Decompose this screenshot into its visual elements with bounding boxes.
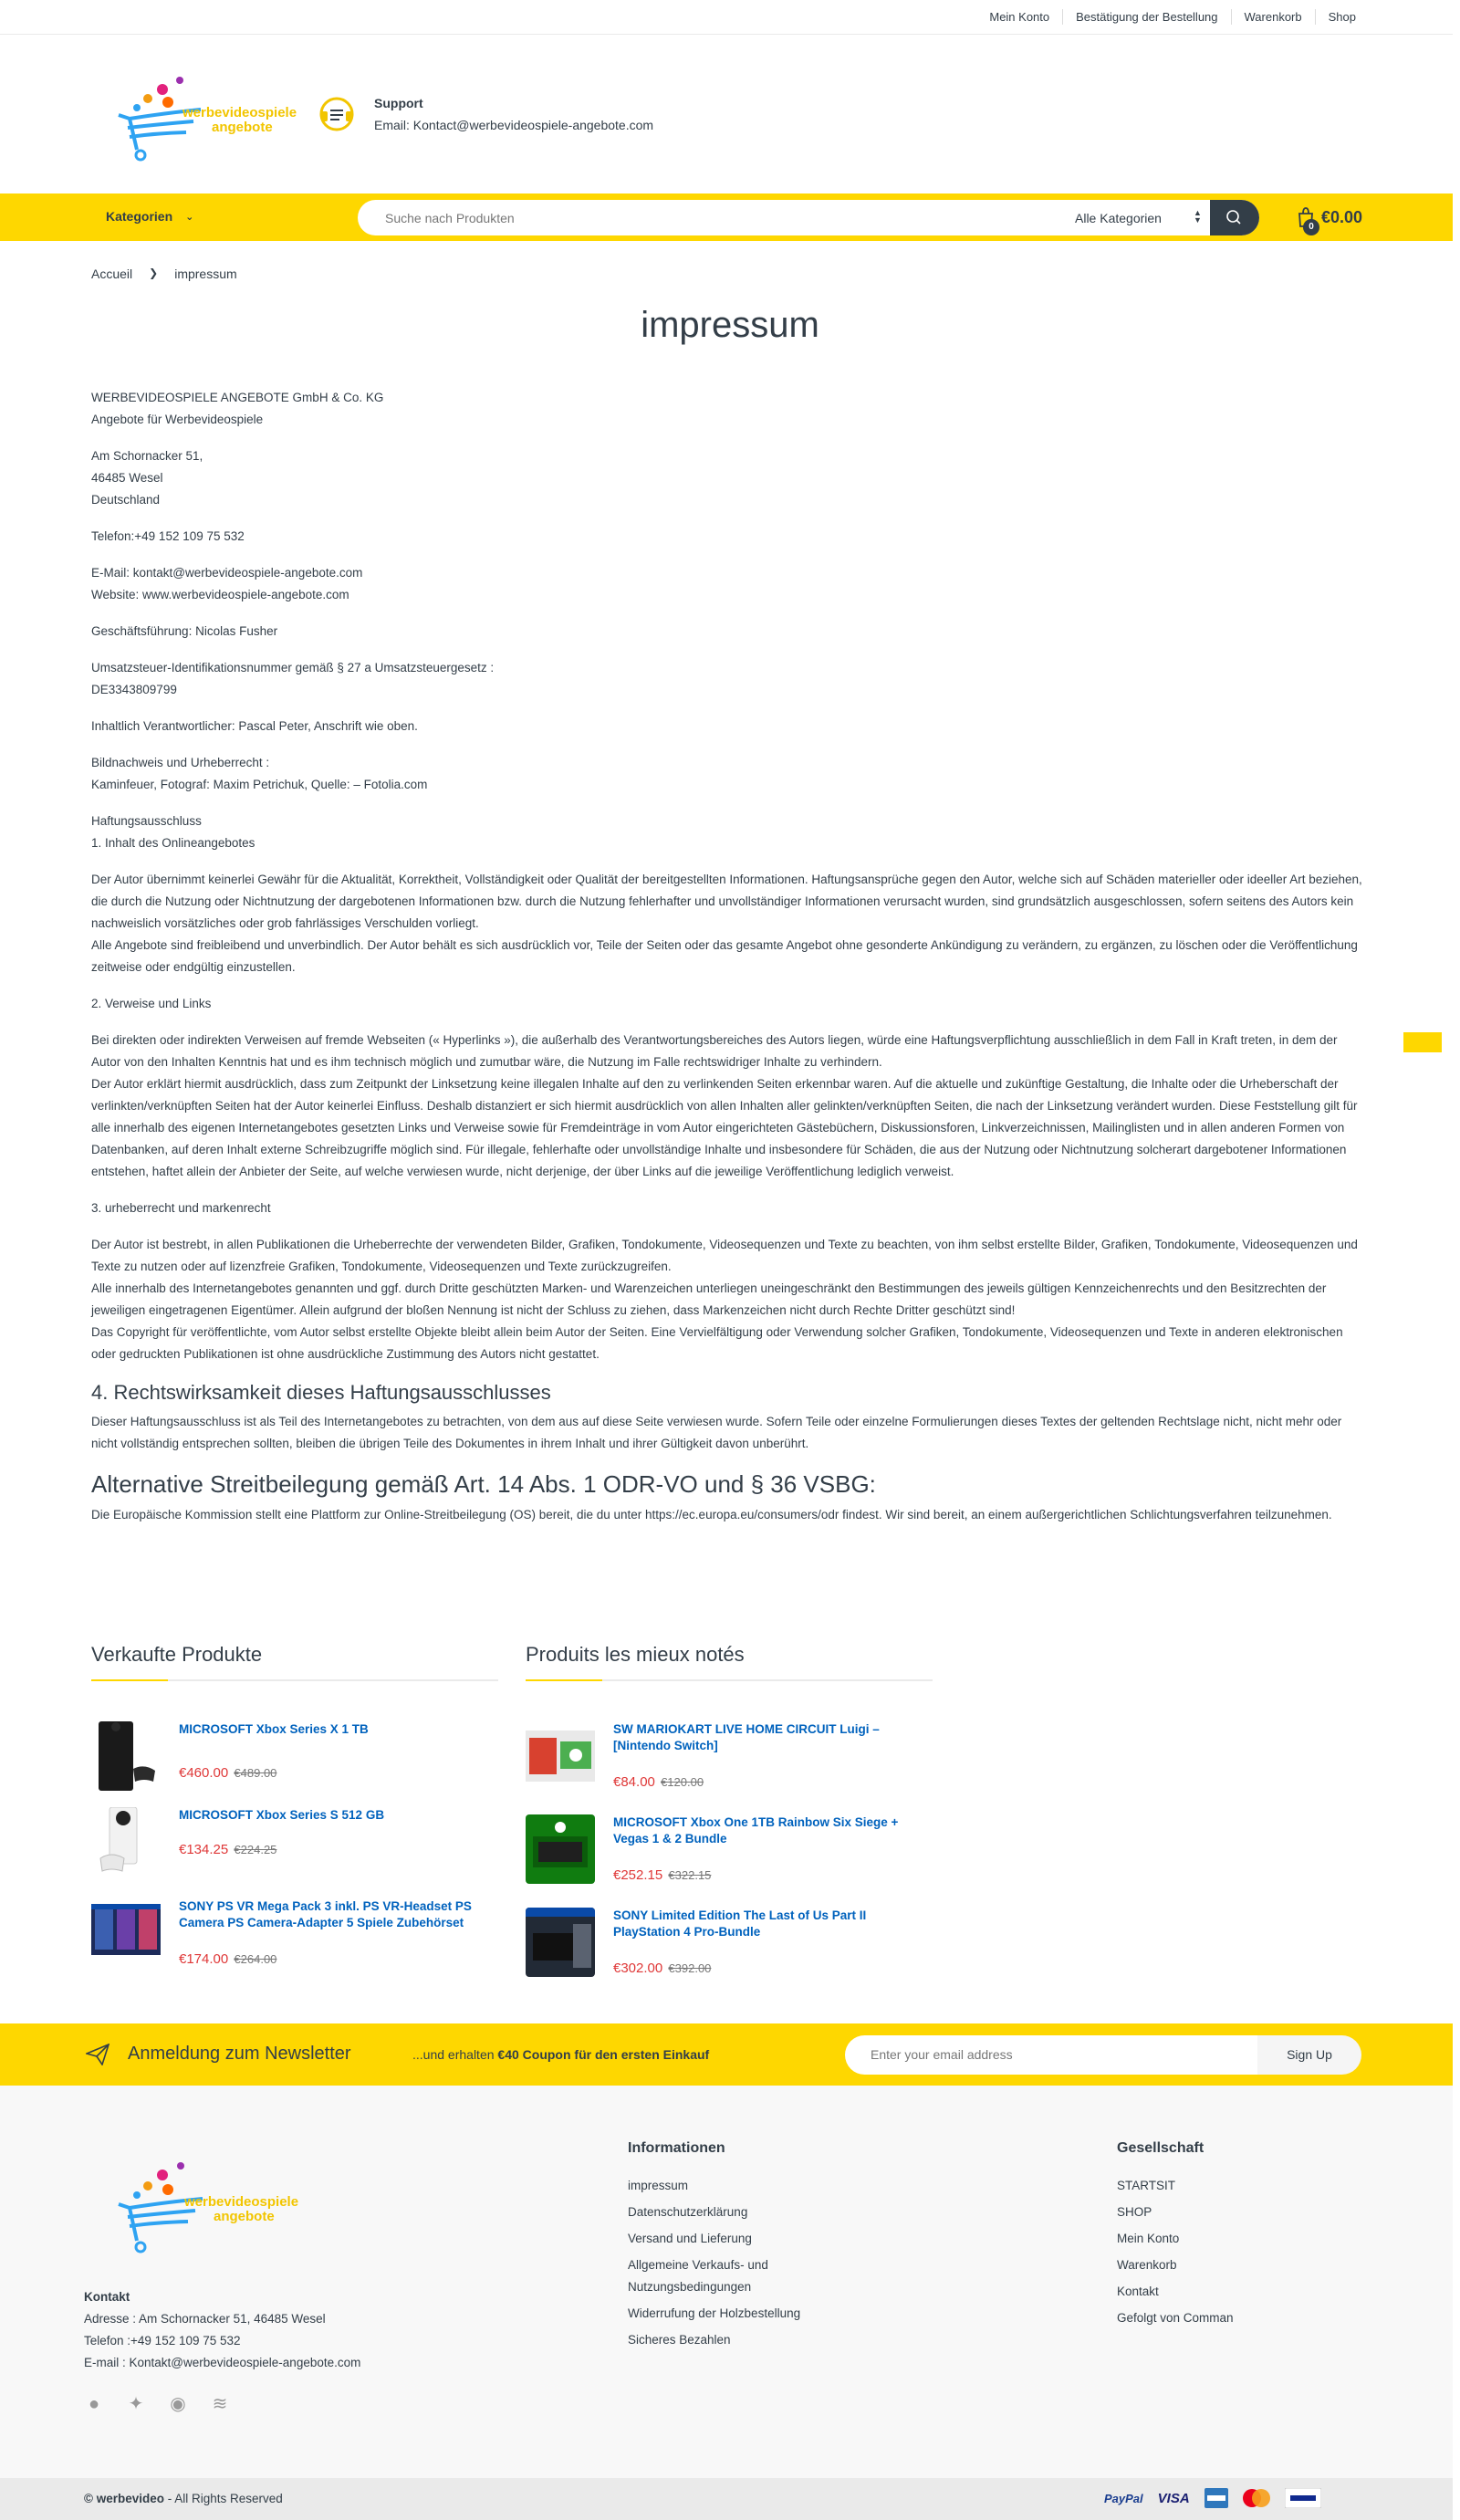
company-block xyxy=(91,387,1369,431)
section-3-para-1: Der Autor ist bestrebt, in allen Publikationen die Urheberrechte der verwendeten Bilder, Grafiken, Tondokumente, Videosequenzen und Texte zu beachten, von ihm selbst erstellte Bilder, Grafiken, Tondokumente, Videosequenzen und Texte zu nutzen oder auf lizenzfreie Grafiken, Tondokumente, Videosequenzen und Texte zurückzugreifen. xyxy=(91,1238,1358,1273)
footer-info-link[interactable]: Sicheres Bezahlen xyxy=(628,2333,731,2347)
top-links xyxy=(976,9,1369,25)
image-credits-label: Bildnachweis und Urheberrecht : xyxy=(91,756,270,769)
breadcrumb-current: impressum xyxy=(174,267,237,281)
company-name: WERBEVIDEOSPIELE ANGEBOTE GmbH & Co. KG xyxy=(91,391,384,404)
sale-price: €84.00 xyxy=(613,1774,655,1790)
footer-logo[interactable] xyxy=(108,2157,308,2257)
sepa-icon xyxy=(1285,2488,1321,2508)
chevron-down-icon: ⌄ xyxy=(185,211,194,223)
xbox-series-x-image[interactable] xyxy=(91,1721,161,1791)
xbox-series-s-image[interactable] xyxy=(91,1807,161,1877)
main-nav-bar xyxy=(0,193,1453,241)
support-block xyxy=(318,95,653,133)
address-block xyxy=(91,445,1369,511)
breadcrumb xyxy=(91,267,237,281)
footer-info-link[interactable]: Widerrufung der Holzbestellung xyxy=(628,2306,801,2320)
section-1-heading: 1. Inhalt des Onlineangebotes xyxy=(91,836,256,850)
footer-contact xyxy=(84,2286,360,2374)
section-1-para-1: Der Autor übernimmt keinerlei Gewähr für die Aktualität, Korrektheit, Vollständigkeit oder Qualität der bereitgestellten Informationen. Haftungsansprüche gegen den Autor, welche sich auf Schäden materieller oder ideeller Art beziehen, die durch die Nutzung oder Nichtnutzung der dargebotenen Informationen bzw. durch die Nutzung fehlerhafter und unvollständiger Informationen verursacht wurden, sind grundsätzlich ausgeschlossen, sofern seitens des Autors kein nachweislich vorsätzliches oder grob fahrlässiges Verschulden vorliegt. xyxy=(91,873,1362,930)
top-link-account[interactable]: Mein Konto xyxy=(989,10,1050,24)
newsletter-title: Anmeldung zum Newsletter xyxy=(128,2044,351,2064)
search-button[interactable] xyxy=(1210,200,1259,235)
footer-company-link[interactable]: Warenkorb xyxy=(1117,2258,1177,2272)
cart-button[interactable] xyxy=(1296,206,1363,232)
top-link-cart[interactable]: Warenkorb xyxy=(1231,9,1315,25)
product-price xyxy=(613,1774,704,1790)
email-text[interactable]: E-Mail: kontakt@werbevideospiele-angebote.com xyxy=(91,566,363,580)
section-3-text xyxy=(91,1234,1369,1365)
address-street: Am Schornacker 51, xyxy=(91,449,203,463)
footer-company-link[interactable]: Gefolgt von Comman xyxy=(1117,2311,1234,2325)
sold-products-title: Verkaufte Produkte xyxy=(91,1643,498,1681)
site-logo[interactable] xyxy=(110,71,306,162)
odr-heading: Alternative Streitbeilegung gemäß Art. 14 Abs. 1 ODR-VO und § 36 VSBG: xyxy=(91,1470,876,1498)
support-title: Support xyxy=(374,96,423,110)
section-2-para-1: Bei direkten oder indirekten Verweisen auf fremde Webseiten (« Hyperlinks »), die außerhalb des Verantwortungsbereiches des Autors liegen, würde eine Haftungsverpflichtung ausschließlich in dem Fall in Kraft treten, in dem der Autor von den Inhalten Kenntnis hat und es ihm technisch möglich und zumutbar wäre, die Nutzung im Falle rechtswidriger Inhalte zu verhindern. xyxy=(91,1033,1338,1069)
categories-button[interactable] xyxy=(106,209,193,224)
breadcrumb-home[interactable]: Accueil xyxy=(91,267,133,281)
cart-count-badge: 0 xyxy=(1303,219,1319,235)
product-name[interactable]: MICROSOFT Xbox Series X 1 TB xyxy=(179,1722,369,1736)
footer-company-link[interactable]: Kontakt xyxy=(1117,2285,1159,2298)
copyright-text xyxy=(84,2492,283,2505)
footer-info-link[interactable]: Datenschutzerklärung xyxy=(628,2205,748,2219)
original-price: €264.00 xyxy=(234,1952,277,1966)
product-price xyxy=(613,1867,711,1883)
sale-price: €302.00 xyxy=(613,1961,663,1976)
company-tagline: Angebote für Werbevideospiele xyxy=(91,413,264,426)
disclaimer-heading-block xyxy=(91,810,1369,854)
product-name[interactable]: SONY PS VR Mega Pack 3 inkl. PS VR-Headset PS Camera PS Camera-Adapter 5 Spiele Zubehörset xyxy=(179,1899,472,1929)
newsletter-sub-prefix: ...und erhalten xyxy=(412,2047,495,2062)
top-rated-widget xyxy=(526,1643,933,1976)
footer-company-column xyxy=(1117,2140,1336,2334)
image-credits-text: Kaminfeuer, Fotograf: Maxim Petrichuk, Quelle: – Fotolia.com xyxy=(91,778,428,791)
page-title: impressum xyxy=(641,305,819,345)
vat-label: Umsatzsteuer-Identifikationsnummer gemäß § 27 a Umsatzsteuergesetz : xyxy=(91,661,495,674)
copyright-bar xyxy=(0,2478,1453,2520)
logo-text-1: werbevideospiele xyxy=(182,105,297,120)
responsible-text: Inhaltlich Verantwortlicher: Pascal Peter, Anschrift wie oben. xyxy=(91,719,418,733)
footer xyxy=(0,2086,1453,2478)
newsletter-email-placeholder: Enter your email address xyxy=(871,2047,1013,2062)
vat-number: DE3343809799 xyxy=(91,683,177,696)
footer-company-link[interactable]: Mein Konto xyxy=(1117,2232,1180,2245)
email-website-block xyxy=(91,562,1369,606)
product-price xyxy=(179,1842,276,1857)
image-credits-block xyxy=(91,752,1369,796)
section-2-heading: 2. Verweise und Links xyxy=(91,997,212,1010)
amex-icon xyxy=(1204,2488,1228,2508)
original-price: €322.15 xyxy=(668,1868,712,1882)
newsletter-subtitle xyxy=(412,2047,709,2062)
product-price xyxy=(179,1765,276,1781)
product-price xyxy=(179,1951,276,1967)
top-link-order-confirmation[interactable]: Bestätigung der Bestellung xyxy=(1062,9,1230,25)
address-city: 46485 Wesel xyxy=(91,471,163,485)
footer-logo-text-2: angebote xyxy=(214,2209,275,2224)
mastercard-icon xyxy=(1241,2488,1272,2508)
product-name[interactable]: MICROSOFT Xbox One 1TB Rainbow Six Siege + Vegas 1 & 2 Bundle xyxy=(613,1815,899,1846)
management-text: Geschäftsführung: Nicolas Fusher xyxy=(91,624,278,638)
section-3-para-3: Das Copyright für veröffentlichte, vom Autor selbst erstellte Objekte bleibt allein beim Autor der Seiten. Eine Vervielfältigung oder Verwendung solcher Grafiken, Tondokumente, Videosequenzen und Texte in anderen elektronischen oder gedruckten Publikationen ist ohne ausdrückliche Zustimmung des Autors nicht gestattet. xyxy=(91,1325,1343,1361)
top-link-shop[interactable]: Shop xyxy=(1315,9,1369,25)
top-rated-title: Produits les mieux notés xyxy=(526,1643,933,1681)
headset-icon xyxy=(318,95,356,133)
footer-email[interactable]: E-mail : Kontakt@werbevideospiele-angebote.com xyxy=(84,2356,361,2369)
sale-price: €252.15 xyxy=(613,1867,663,1883)
section-4-heading: 4. Rechtswirksamkeit dieses Haftungsausschlusses xyxy=(91,1381,551,1404)
footer-company-link[interactable]: STARTSIT xyxy=(1117,2179,1176,2192)
payment-methods xyxy=(1104,2488,1321,2508)
footer-company-title: Gesellschaft xyxy=(1117,2140,1204,2156)
search-icon xyxy=(1210,200,1259,235)
footer-info-link[interactable]: impressum xyxy=(628,2179,689,2192)
product-name[interactable]: MICROSOFT Xbox Series S 512 GB xyxy=(179,1808,385,1822)
search-category-select[interactable] xyxy=(1075,208,1202,225)
footer-info-link[interactable]: Allgemeine Verkaufs- und Nutzungsbedingungen xyxy=(628,2258,768,2294)
section-2-para-2: Der Autor erklärt hiermit ausdrücklich, dass zum Zeitpunkt der Linksetzung keine illegalen Inhalte auf den zu verlinkenden Seiten erkennbar waren. Auf die aktuelle und zukünftige Gestaltung, die Inhalte oder die Urheberschaft der verlinkten/verknüpften Seiten hat der Autor keinerlei Einfluss. Deshalb distanziert er sich hiermit ausdrücklich von allen Inhalten aller gelinkten/verknüpften Seiten, die nach der Linksetzung verändert wurden. Diese Feststellung gilt für alle innerhalb des eigenen Internetangebotes gesetzten Links und Verweise sowie für Fremdeinträge in vom Autor eingerichteten Gästebüchern, Diskussionsforen, Linkverzeichnissen, Mailinglisten und in allen anderen Formen von Datenbanken, auf deren Inhalt externe Schreibzugriffe möglich sind. Für illegale, fehlerhafte oder unvollständige Inhalte und insbesondere für Schäden, die aus der Nutzung oder Nichtnutzung solcherart dargebotener Informationen entstehen, haftet allein der Anbieter der Seite, auf welche verwiesen wurde, nicht derjenige, der über Links auf die jeweilige Veröffentlichung lediglich verweist. xyxy=(91,1077,1358,1178)
mariokart-live-image[interactable] xyxy=(526,1721,595,1791)
ps4-pro-last-of-us-image[interactable] xyxy=(526,1908,595,1977)
copyright-rest: - All Rights Reserved xyxy=(163,2492,283,2505)
categories-label: Kategorien xyxy=(106,209,173,224)
twitter-icon[interactable]: ✦ xyxy=(128,2394,144,2414)
section-4-text: Dieser Haftungsausschluss ist als Teil des Internetangebotes zu betrachten, von dem aus auf diese Seite verwiesen wurde. Sofern Teile oder einzelne Formulierungen dieses Textes der geltenden Rechtslage nicht, nicht mehr oder nicht vollständig entsprechen sollten, bleiben die übrigen Teile des Dokumentes in ihrem Inhalt und ihrer Gültigkeit davon unberührt. xyxy=(91,1415,1342,1450)
product-name[interactable]: SW MARIOKART LIVE HOME CIRCUIT Luigi – [Nintendo Switch] xyxy=(613,1722,880,1752)
footer-info-title: Informationen xyxy=(628,2140,725,2156)
newsletter-email-input[interactable] xyxy=(845,2035,1259,2075)
disclaimer-heading: Haftungsausschluss xyxy=(91,814,202,828)
address-country: Deutschland xyxy=(91,493,161,507)
website-text[interactable]: Website: www.werbevideospiele-angebote.com xyxy=(91,588,349,601)
sale-price: €460.00 xyxy=(179,1765,229,1781)
product-name[interactable]: SONY Limited Edition The Last of Us Part II PlayStation 4 Pro-Bundle xyxy=(613,1908,867,1939)
xbox-one-bundle-image[interactable] xyxy=(526,1814,595,1884)
footer-address: Adresse : Am Schornacker 51, 46485 Wesel xyxy=(84,2312,326,2326)
section-1-para-2: Alle Angebote sind freibleibend und unverbindlich. Der Autor behält es sich ausdrücklich vor, Teile der Seiten oder das gesamte Angebot ohne gesonderte Ankündigung zu verändern, zu ergänzen, zu löschen oder die Veröffentlichung zeitweise oder endgültig einzustellen. xyxy=(91,938,1358,974)
footer-info-link[interactable]: Versand und Lieferung xyxy=(628,2232,752,2245)
newsletter-bar xyxy=(0,2023,1453,2086)
product-price xyxy=(613,1961,711,1976)
search-bar xyxy=(358,200,1259,235)
sold-products-widget xyxy=(91,1643,498,1967)
social-links xyxy=(84,2394,252,2414)
footer-info-column xyxy=(628,2140,847,2356)
support-email[interactable]: Email: Kontact@werbevideospiele-angebote.com xyxy=(374,118,654,132)
footer-phone: Telefon :+49 152 109 75 532 xyxy=(84,2334,241,2347)
search-input[interactable]: Suche nach Produkten xyxy=(385,211,515,225)
section-2-text xyxy=(91,1030,1369,1183)
section-3-para-2: Alle innerhalb des Internetangebotes genannten und ggf. durch Dritte geschützten Marken- und Warenzeichen unterliegen uneingeschränkt den Bestimmungen des jeweils gültigen Kennzeichenrechts und den Besitzrechten der jeweiligen eingetragenen Eigentümer. Allein aufgrund der bloßen Nennung ist nicht der Schluss zu ziehen, dass Markenzeichen nicht durch Rechte Dritter geschützt sind! xyxy=(91,1281,1327,1317)
logo-text-2: angebote xyxy=(212,120,273,135)
facebook-icon[interactable]: ● xyxy=(88,2394,100,2414)
phone-text: Telefon:+49 152 109 75 532 xyxy=(91,529,245,543)
paper-plane-icon xyxy=(86,2044,110,2065)
sale-price: €174.00 xyxy=(179,1951,229,1967)
cart-total: €0.00 xyxy=(1321,207,1363,226)
section-1-text xyxy=(91,869,1369,978)
original-price: €120.00 xyxy=(661,1775,704,1789)
side-floating-tab[interactable] xyxy=(1403,1032,1442,1052)
rss-icon[interactable]: ≋ xyxy=(212,2394,228,2414)
copyright-brand: © werbevideo xyxy=(84,2492,164,2505)
ps-vr-mega-pack-image[interactable] xyxy=(91,1898,161,1968)
newsletter-coupon: €40 Coupon für den ersten Einkauf xyxy=(497,2047,710,2062)
footer-logo-text-1: werbevideospiele xyxy=(184,2194,299,2210)
odr-text: Die Europäische Kommission stellt eine Plattform zur Online-Streitbeilegung (OS) bereit, die du unter https://ec.europa.eu/consumers/odr findest. Wir sind bereit, an einem außergerichtlichen Schlichtungsverfahren teilzunehmen. xyxy=(91,1508,1332,1521)
original-price: €392.00 xyxy=(668,1961,712,1975)
footer-company-link[interactable]: SHOP xyxy=(1117,2205,1152,2219)
newsletter-signup-button[interactable]: Sign Up xyxy=(1257,2035,1361,2075)
original-price: €489.00 xyxy=(234,1766,277,1780)
chevron-right-icon: ❯ xyxy=(149,267,159,279)
impressum-content xyxy=(91,387,1369,1541)
visa-icon: VISA xyxy=(1157,2490,1190,2506)
section-3-heading: 3. urheberrecht und markenrecht xyxy=(91,1201,271,1215)
vat-block xyxy=(91,657,1369,701)
select-arrows-icon: ▲ ▼ xyxy=(1194,208,1202,225)
search-category-value: Alle Kategorien xyxy=(1075,211,1162,225)
sale-price: €134.25 xyxy=(179,1842,229,1857)
shopping-bag-icon xyxy=(1296,206,1316,232)
original-price: €224.25 xyxy=(234,1843,277,1856)
top-bar xyxy=(0,0,1453,35)
footer-contact-title: Kontakt xyxy=(84,2290,130,2304)
google-plus-icon[interactable]: ◉ xyxy=(170,2394,186,2414)
paypal-icon: PayPal xyxy=(1104,2491,1143,2505)
